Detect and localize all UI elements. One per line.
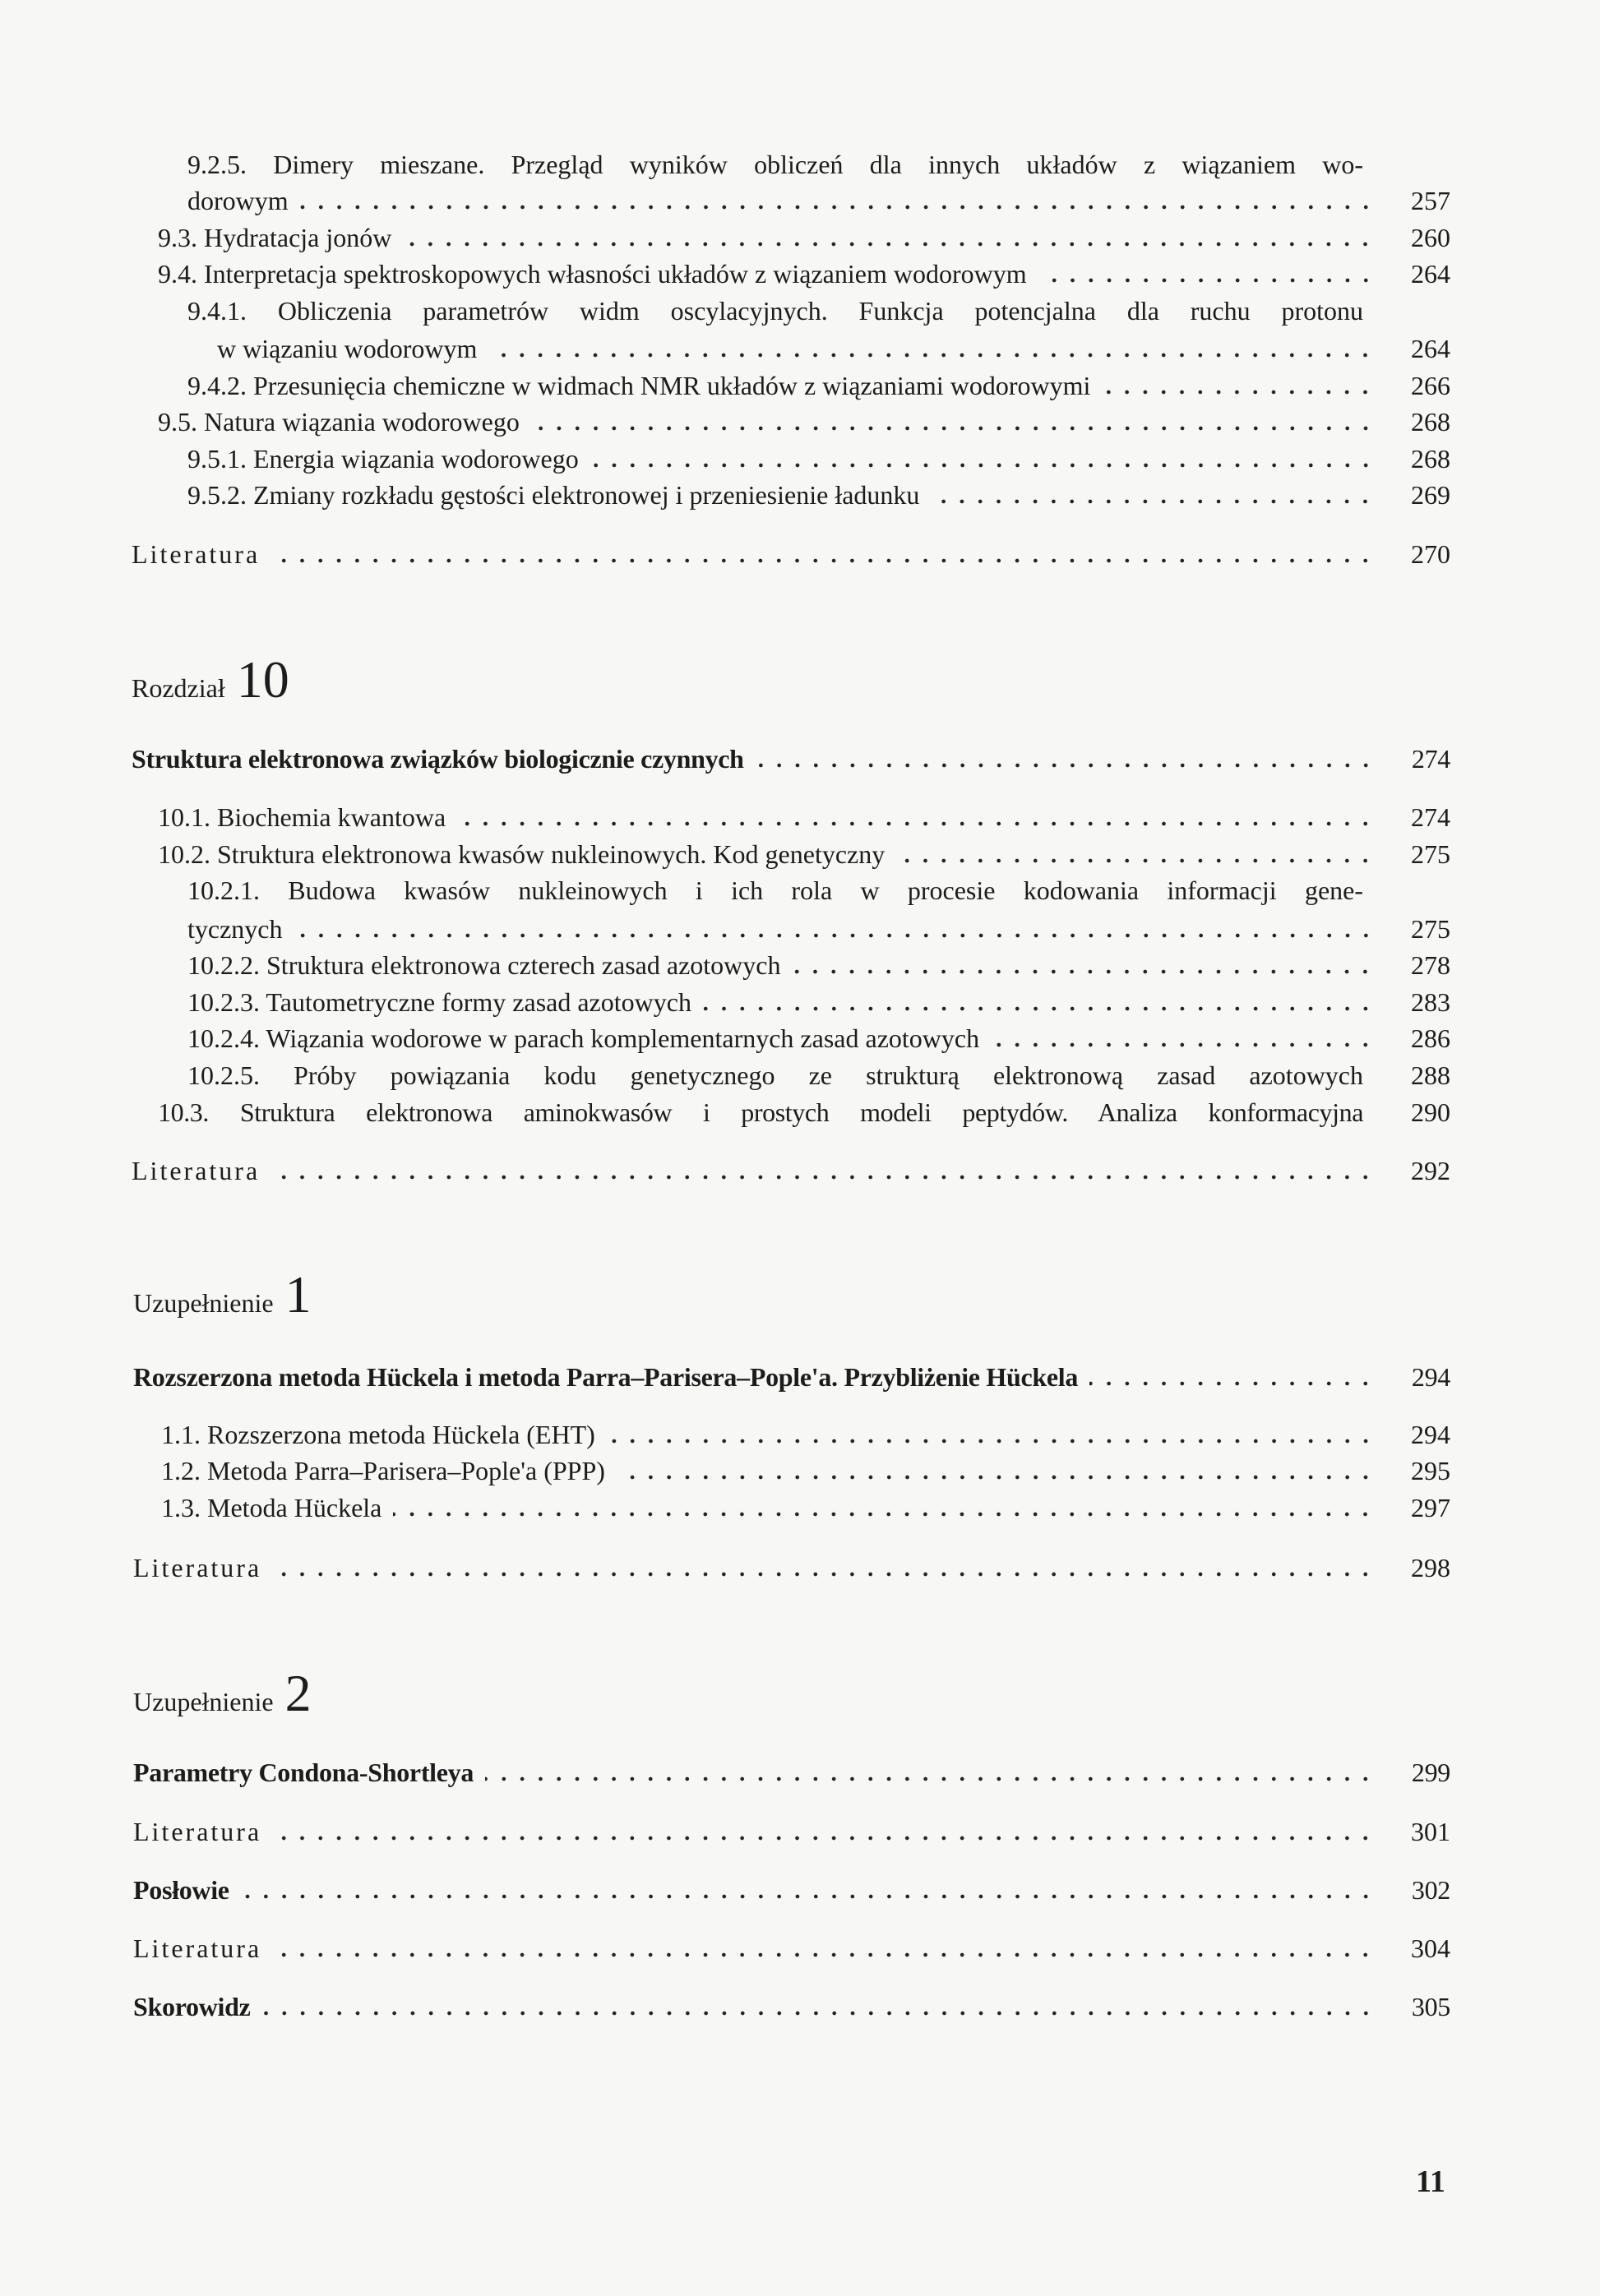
- dot-leader: [1038, 256, 1375, 292]
- entry-title: 10.2.1. Budowa kwasów nukleinowych i ich rola w procesie kodowania informacji gene-: [187, 875, 1363, 905]
- appendix-number: 1: [284, 1265, 312, 1324]
- toc-chapter-title: [132, 741, 1450, 777]
- toc-literature-9: [132, 536, 1450, 572]
- entry-title: 10.2. Struktura elektronowa kwasów nukleinowych. Kod genetyczny: [158, 839, 886, 869]
- toc-appendix-title: [133, 1754, 1450, 1790]
- entry-title: Zmiany rozkładu gęstości elektronowej i przeniesienie ładunku: [253, 480, 920, 510]
- toc-entry: [187, 1020, 1450, 1056]
- page-number: 269: [1411, 480, 1450, 510]
- toc-entry-9-5: [158, 404, 1450, 440]
- dot-leader: [531, 404, 1375, 440]
- entry-title: Natura wiązania wodorowego: [204, 407, 520, 437]
- entry-title-continuation: w wiązaniu wodorowym: [217, 334, 478, 363]
- appendix-heading: [133, 1663, 312, 1724]
- page-number: 264: [1411, 259, 1450, 289]
- entry-title: 10.2.2. Struktura elektronowa czterech zasad azotowych: [187, 950, 781, 980]
- page-number: 275: [1411, 839, 1450, 869]
- toc-afterword-literature: [133, 1930, 1450, 1966]
- toc-entry-9-4-1: [187, 293, 1450, 329]
- entry-title: Rozszerzona metoda Hückela i metoda Parra–Parisera–Pople'a. Przybliżenie Hückela: [133, 1362, 1079, 1392]
- toc-literature-appendix1: [133, 1550, 1450, 1586]
- entry-title: 1.1. Rozszerzona metoda Hückela (EHT): [161, 1420, 595, 1449]
- page-number: 290: [1411, 1097, 1450, 1127]
- dot-leader: [617, 1453, 1375, 1489]
- entry-title: 10.2.4. Wiązania wodorowe w parach komplementarnych zasad azotowych: [187, 1023, 980, 1053]
- chapter-number: 10: [236, 650, 289, 709]
- page-number: 278: [1411, 950, 1450, 980]
- entry-title-continuation: dorowym: [187, 186, 289, 215]
- dot-leader: [756, 741, 1375, 777]
- toc-entry-9-2-5-cont: [187, 182, 1450, 219]
- toc-entry-9-5-2: [187, 477, 1450, 513]
- entry-title: 10.2.5. Próby powiązania kodu genetycznego ze strukturą elektronową zasad azotowych: [187, 1060, 1363, 1090]
- dot-leader: [931, 477, 1375, 513]
- toc-entry: [187, 947, 1450, 983]
- toc-entry-9-4: [158, 256, 1450, 292]
- entry-title: 10.3. Struktura elektronowa aminokwasów i prostych modeli peptydów. Analiza konformacyjna: [158, 1097, 1363, 1127]
- page-number: 302: [1411, 1875, 1450, 1905]
- dot-leader: [590, 441, 1375, 477]
- toc-entry: [161, 1416, 1450, 1453]
- dot-leader: [273, 1813, 1375, 1850]
- appendix-heading: [133, 1264, 312, 1325]
- entry-title: Skorowidz: [133, 1992, 251, 2021]
- dot-leader: [703, 984, 1375, 1020]
- entry-title-continuation: tycznych: [187, 914, 283, 944]
- toc-entry-9-2-5: [187, 146, 1450, 182]
- page-number: 292: [1411, 1156, 1450, 1185]
- page-number: 260: [1411, 223, 1450, 252]
- dot-leader: [457, 799, 1375, 835]
- appendix-number: 2: [284, 1664, 312, 1722]
- dot-leader: [271, 536, 1375, 572]
- page-number: 268: [1411, 407, 1450, 437]
- entry-number: 9.5.: [158, 407, 197, 437]
- toc-entry-9-4-2: [187, 367, 1450, 404]
- entry-title: Parametry Condona-Shortleya: [133, 1758, 474, 1787]
- page-number: 274: [1411, 744, 1450, 774]
- toc-entry-9-3: [158, 219, 1450, 256]
- page-number: 294: [1411, 1420, 1450, 1449]
- dot-leader: [241, 1872, 1375, 1908]
- entry-number: 9.4.2.: [187, 371, 247, 400]
- chapter-label: Rozdział: [132, 673, 225, 703]
- page-number: 305: [1411, 1992, 1450, 2021]
- entry-number: 9.4.1.: [187, 296, 247, 326]
- entry-title: Literatura: [132, 539, 261, 569]
- dot-leader: [485, 1754, 1375, 1790]
- page-number: 270: [1411, 539, 1450, 569]
- page-number: 275: [1411, 914, 1450, 944]
- toc-literature-appendix2: [133, 1813, 1450, 1850]
- entry-title: Hydratacja jonów: [204, 223, 392, 252]
- page-number-footer: 11: [1416, 2164, 1445, 2199]
- appendix-label: Uzupełnienie: [133, 1288, 274, 1318]
- page-number: 268: [1411, 444, 1450, 474]
- dot-leader: [1089, 1359, 1375, 1395]
- entry-title: 10.2.3. Tautometryczne formy zasad azotowych: [187, 987, 691, 1017]
- entry-number: 9.5.1.: [187, 444, 247, 474]
- toc-entry-9-5-1: [187, 441, 1450, 477]
- page-number: 304: [1411, 1933, 1450, 1963]
- dot-leader: [273, 1930, 1375, 1966]
- entry-title: Literatura: [133, 1553, 262, 1582]
- toc-entry: [161, 1453, 1450, 1489]
- page-number: 286: [1411, 1023, 1450, 1053]
- entry-title: Literatura: [133, 1817, 262, 1846]
- toc-entry: [158, 836, 1450, 872]
- page-number: 295: [1411, 1456, 1450, 1485]
- toc-entry-9-4-1-cont: [217, 330, 1450, 367]
- entry-number: 9.5.2.: [187, 480, 247, 510]
- dot-leader: [273, 1550, 1375, 1586]
- entry-title: Literatura: [133, 1933, 262, 1963]
- toc-entry-cont: [187, 911, 1450, 947]
- dot-leader: [991, 1020, 1375, 1056]
- toc-entry: [158, 799, 1450, 835]
- dot-leader: [300, 182, 1375, 219]
- dot-leader: [271, 1153, 1375, 1189]
- page-number: 298: [1411, 1553, 1450, 1582]
- page-number: 274: [1411, 802, 1450, 832]
- page-number: 264: [1411, 334, 1450, 363]
- toc-entry: [187, 1057, 1450, 1093]
- entry-title: 1.2. Metoda Parra–Parisera–Pople'a (PPP): [161, 1456, 605, 1485]
- entry-title: Interpretacja spektroskopowych własności układów z wiązaniem wodorowym: [204, 259, 1027, 289]
- page-number: 288: [1411, 1060, 1450, 1090]
- dot-leader: [896, 836, 1375, 872]
- entry-title: Struktura elektronowa związków biologicznie czynnych: [132, 744, 744, 774]
- page-number: 299: [1411, 1758, 1450, 1787]
- entry-title: 1.3. Metoda Hückela: [161, 1493, 382, 1522]
- page-number: 283: [1411, 987, 1450, 1017]
- dot-leader: [262, 1989, 1375, 2025]
- page-number: 294: [1411, 1362, 1450, 1392]
- chapter-heading: [132, 649, 289, 710]
- appendix-label: Uzupełnienie: [133, 1687, 274, 1716]
- dot-leader: [294, 911, 1376, 947]
- toc-literature-10: [132, 1153, 1450, 1189]
- toc-entry: [187, 984, 1450, 1020]
- toc-entry: [158, 1094, 1450, 1130]
- dot-leader: [488, 330, 1375, 367]
- dot-leader: [792, 947, 1375, 983]
- page-number: 266: [1411, 371, 1450, 400]
- dot-leader: [607, 1416, 1375, 1453]
- entry-number: 9.3.: [158, 223, 197, 252]
- page-number: 301: [1411, 1817, 1450, 1846]
- dot-leader: [1102, 367, 1375, 404]
- entry-number: 9.4.: [158, 259, 197, 289]
- entry-title: Dimery mieszane. Przegląd wyników obliczeń dla innych układów z wiązaniem wo-: [273, 150, 1364, 179]
- toc-appendix-title: [133, 1359, 1450, 1395]
- entry-title: Posłowie: [133, 1875, 229, 1905]
- page-number: 297: [1411, 1493, 1450, 1522]
- entry-title: Obliczenia parametrów widm oscylacyjnych. Funkcja potencjalna dla ruchu protonu: [277, 296, 1364, 326]
- entry-title: Przesunięcia chemiczne w widmach NMR układów z wiązaniami wodorowymi: [253, 371, 1091, 400]
- toc-entry: [161, 1490, 1450, 1526]
- toc-afterword: [133, 1872, 1450, 1908]
- entry-title: Literatura: [132, 1156, 261, 1185]
- dot-leader: [393, 1490, 1375, 1526]
- dot-leader: [403, 219, 1375, 256]
- page-number: 257: [1411, 186, 1450, 215]
- toc-entry: [187, 872, 1450, 908]
- toc-index: [133, 1989, 1450, 2025]
- entry-number: 9.2.5.: [187, 150, 247, 179]
- entry-title: Energia wiązania wodorowego: [253, 444, 579, 474]
- entry-title: 10.1. Biochemia kwantowa: [158, 802, 446, 832]
